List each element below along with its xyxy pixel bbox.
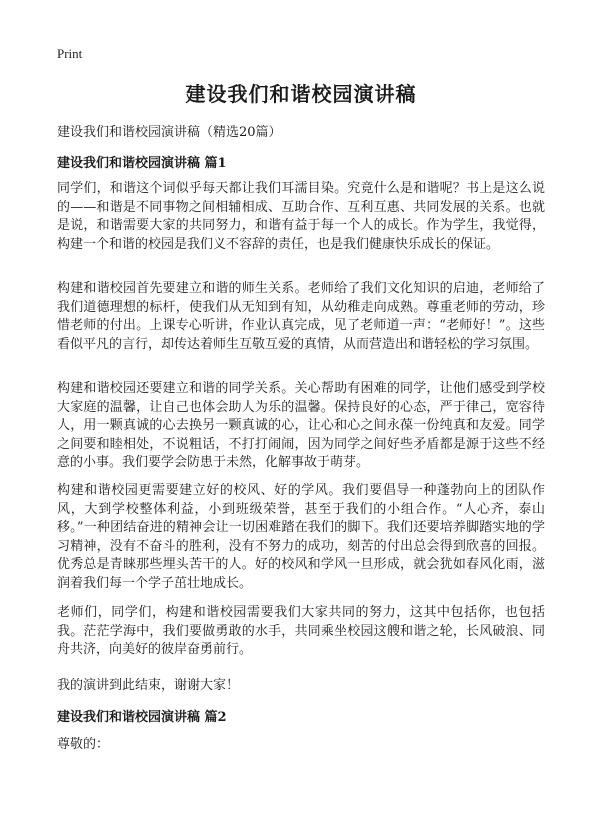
paragraph-6: 我的演讲到此结束，谢谢大家！ bbox=[57, 678, 240, 693]
print-link[interactable]: Print bbox=[57, 46, 83, 61]
section-heading-2: 建设我们和谐校园演讲稿 篇2 bbox=[57, 710, 227, 725]
paragraph-3: 构建和谐校园还要建立和谐的同学关系。关心帮助有困难的同学，让他们感受到学校大家庭的温馨，让自己也体会助人为乐的温馨。保持良好的心态，严于律己，宽容待人，用一颗真诚的心去换另一颗真诚的心，让心和心之间永葆一份纯真和友爱。同学之间要和睦相处，不说粗话，不打打闹闹，因为同学之间好些矛盾都是源于这些不经意的小事。我们要学会防患于未然，化解事故于萌芽。 bbox=[57, 381, 545, 471]
paragraph-5: 老师们，同学们，构建和谐校园需要我们大家共同的努力，这其中包括你，也包括我。茫茫学海中，我们要做勇敢的水手，共同乘坐校园这艘和谐之轮，长风破浪、同舟共济，向美好的彼岸奋勇前行。 bbox=[57, 605, 545, 658]
paragraph-2: 构建和谐校园首先要建立和谐的师生关系。老师给了我们文化知识的启迪，老师给了我们道德理想的标杆，使我们从无知到有知，从幼稚走向成熟。尊重老师的劳动，珍惜老师的付出。上课专心听讲，作业认真完成，见了老师道一声：“老师好！”。这些看似平凡的言行，却传达着师生互敬互爱的真情，从而营造出和谐轻松的学习氛围。 bbox=[57, 281, 545, 352]
section-heading-1: 建设我们和谐校园演讲稿 篇1 bbox=[57, 156, 227, 171]
page-title: 建设我们和谐校园演讲稿 bbox=[185, 82, 417, 106]
document-subtitle: 建设我们和谐校园演讲稿（精选20篇） bbox=[57, 125, 282, 140]
paragraph-1: 同学们，和谐这个词似乎每天都让我们耳濡目染。究竟什么是和谐呢？书上是这么说的——和谐是不同事物之间相辅相成、互助合作、互利互惠、共同发展的关系。也就是说，和谐需要大家的共同努力，和谐有益于每一个人的成长。作为学生，我觉得，构建一个和谐的校园是我们义不容辞的责任，也是我们健康快乐成长的保证。 bbox=[57, 181, 545, 252]
document-page bbox=[57, 0, 545, 828]
paragraph-7: 尊敬的： bbox=[57, 737, 110, 752]
paragraph-4: 构建和谐校园更需要建立好的校风、好的学风。我们要倡导一种蓬勃向上的团队作风，大到学校整体利益，小到班级荣誉，甚至于我们的小组合作。“人心齐，泰山移。”一种团结奋进的精神会让一切困难踏在我们的脚下。我们还要培养脚踏实地的学习精神，没有不奋斗的胜利，没有不努力的成功，刻苦的付出总会得到欣喜的回报。优秀总是青睐那些埋头苦干的人。好的校风和学风一旦形成，就会犹如春风化雨，滋润着我们每一个学子茁壮地成长。 bbox=[57, 483, 545, 591]
